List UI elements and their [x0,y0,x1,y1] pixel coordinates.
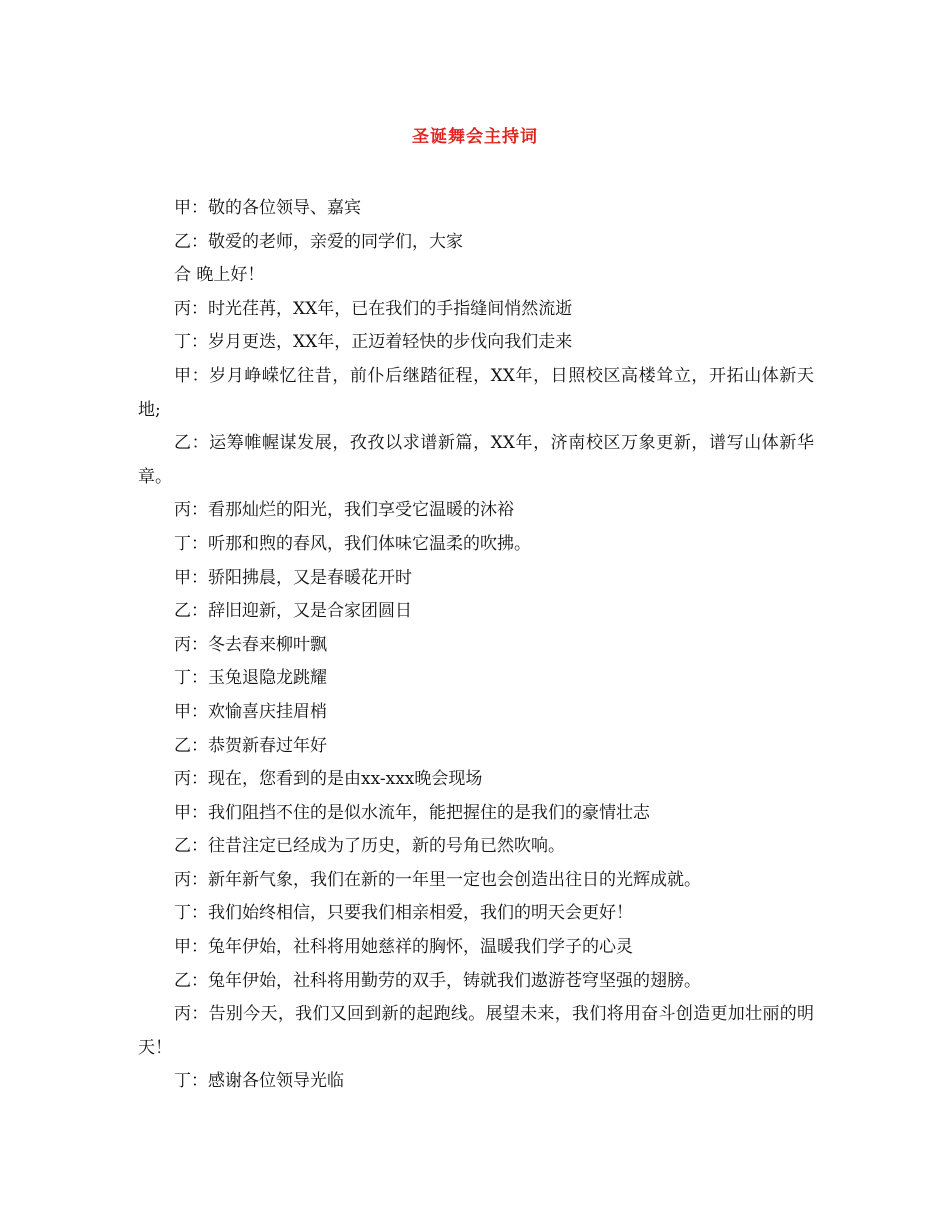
paragraph: 乙：辞旧迎新，又是合家团圆日 [174,601,412,622]
paragraph: 丁：岁月更迭，XX年，正迈着轻快的步伐向我们走来 [174,332,573,353]
paragraph: 甲：岁月峥嵘忆往昔，前仆后继踏征程，XX年，日照校区高楼耸立，开拓山体新天地; [138,365,814,420]
paragraph: 丁：玉兔退隐龙跳耀 [174,668,327,689]
paragraph: 丙：看那灿烂的阳光，我们享受它温暖的沐裕 [174,500,514,521]
document-body [138,192,814,1099]
document-title: 圣诞舞会主持词 [412,127,538,147]
paragraph: 丁：听那和煦的春风，我们体味它温柔的吹拂。 [174,533,531,554]
paragraph: 丁：感谢各位领导光临 [174,1071,344,1092]
paragraph: 乙：运筹帷幄谋发展，孜孜以求谱新篇，XX年，济南校区万象更新，谱写山体新华章。 [138,433,814,487]
paragraph: 丙：告别今天，我们又回到新的起跑线。展望未来，我们将用奋斗创造更加壮丽的明天！ [138,1004,814,1058]
paragraph: 甲：骄阳拂晨，又是春暖花开时 [174,567,412,588]
paragraph: 丙：新年新气象，我们在新的一年里一定也会创造出往日的光辉成就。 [174,869,701,890]
paragraph: 甲：欢愉喜庆挂眉梢 [174,701,327,722]
paragraph: 乙：往昔注定已经成为了历史，新的号角已然吹响。 [174,836,565,857]
paragraph: 甲：敬的各位领导、嘉宾 [174,198,361,218]
paragraph: 合 晚上好！ [174,265,265,286]
paragraph: 丙：时光荏苒，XX年，已在我们的手指缝间悄然流逝 [174,298,573,319]
paragraph: 乙：敬爱的老师，亲爱的同学们，大家 [174,231,463,252]
paragraph: 乙：兔年伊始，社科将用勤劳的双手，铸就我们遨游苍穹坚强的翅膀。 [174,970,701,991]
paragraph: 丙：现在，您看到的是由xx-xxx晚会现场 [174,769,483,790]
paragraph: 丙：冬去春来柳叶飘 [174,634,327,655]
paragraph: 甲：兔年伊始，社科将用她慈祥的胸怀，温暖我们学子的心灵 [174,937,633,958]
paragraph: 乙：恭贺新春过年好 [174,735,327,756]
paragraph: 甲：我们阻挡不住的是似水流年，能把握住的是我们的豪情壮志 [174,802,650,823]
paragraph: 丁：我们始终相信，只要我们相亲相爱，我们的明天会更好！ [174,903,633,924]
